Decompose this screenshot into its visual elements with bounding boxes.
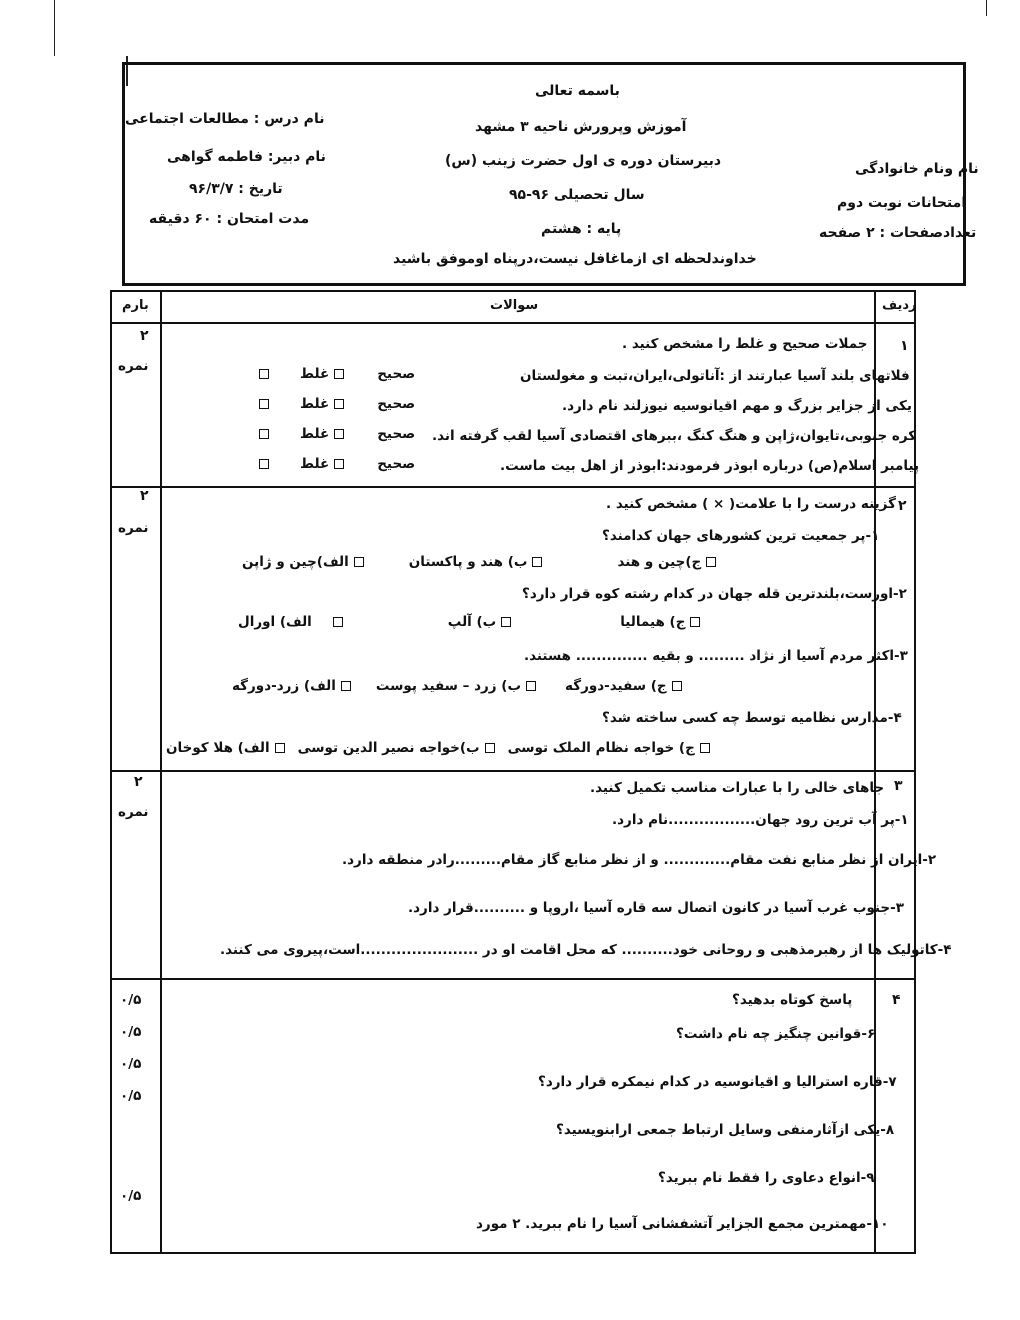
q1-2-true-checkbox[interactable] bbox=[334, 399, 344, 409]
q2-score-unit: نمره bbox=[118, 520, 149, 536]
q1-item-4: پیامبر اسلام(ص) درباره ابوذر فرمودند:ابوذر از اهل بیت ماست. bbox=[500, 458, 920, 474]
q1-divider bbox=[112, 486, 914, 488]
scan-artifact-line-left bbox=[54, 0, 55, 56]
q1-4-false-label: غلط bbox=[300, 456, 330, 472]
q2-2-b-checkbox[interactable] bbox=[501, 617, 511, 627]
q1-score-unit: نمره bbox=[118, 358, 149, 374]
q2-3-a-checkbox[interactable] bbox=[341, 681, 351, 691]
q1-choices-3 bbox=[256, 426, 415, 442]
q2-1-c-label: ج)چین و هند bbox=[617, 554, 702, 570]
q2-3-b-checkbox[interactable] bbox=[526, 681, 536, 691]
header-bismillah: باسمه تعالی bbox=[535, 83, 620, 99]
questions-table bbox=[110, 290, 952, 1254]
header-name-field: نام ونام خانوادگی bbox=[855, 161, 979, 177]
q2-title: گزینه درست را با علامت( × ) مشخص کنید . bbox=[606, 496, 896, 512]
q2-item-1-question: ۱-پر جمعیت ترین کشورهای جهان کدامند؟ bbox=[602, 528, 880, 544]
q2-4-a-checkbox[interactable] bbox=[275, 743, 285, 753]
column-header-questions: سوالات bbox=[490, 298, 539, 313]
q4-item-7: ۷-قاره استرالیا و اقیانوسیه در کدام نیمکره قرار دارد؟ bbox=[538, 1074, 897, 1090]
q1-choices-4 bbox=[256, 456, 415, 472]
q2-3-a-label: الف) زرد-دورگه bbox=[232, 678, 336, 694]
header-year: سال تحصیلی ۹۶-۹۵ bbox=[509, 187, 645, 203]
q2-2-c-checkbox[interactable] bbox=[690, 617, 700, 627]
header-date: تاریخ : ۹۶/۳/۷ bbox=[189, 181, 283, 197]
q1-row-number: ۱ bbox=[900, 338, 909, 354]
q4-score-4: ۰/۵ bbox=[120, 1088, 142, 1104]
q1-1-true-label: صحیح bbox=[377, 366, 416, 382]
q4-score-5: ۰/۵ bbox=[120, 1188, 142, 1204]
q1-4-false-checkbox[interactable] bbox=[259, 459, 269, 469]
scan-artifact-line-right bbox=[986, 0, 987, 16]
q1-item-3: کره جنوبی،تایوان،ژاپن و هنگ کنگ ،ببرهای اقتصادی آسیا لقب گرفته اند. bbox=[432, 428, 917, 444]
column-header-score: بارم bbox=[122, 298, 149, 313]
q4-score-2: ۰/۵ bbox=[120, 1024, 142, 1040]
q2-1-c-checkbox[interactable] bbox=[706, 557, 716, 567]
q2-1-b-checkbox[interactable] bbox=[532, 557, 542, 567]
q2-1-a-label: الف)چین و ژاپن bbox=[242, 554, 349, 570]
q2-item-3-question: ۳-اکثر مردم آسیا از نژاد ......... و بقیه .............. هستند. bbox=[524, 648, 908, 664]
q4-row-number: ۴ bbox=[892, 992, 901, 1008]
q1-2-false-label: غلط bbox=[300, 396, 330, 412]
q1-2-false-checkbox[interactable] bbox=[259, 399, 269, 409]
header-subject: نام درس : مطالعات اجتماعی bbox=[125, 111, 325, 127]
q1-item-1: فلاتهای بلند آسیا عبارتند از :آناتولی،ایران،تبت و مغولستان bbox=[520, 368, 910, 384]
header-grade: پایه : هشتم bbox=[541, 221, 622, 237]
q1-2-true-label: صحیح bbox=[377, 396, 416, 412]
q4-score-1: ۰/۵ bbox=[120, 992, 142, 1008]
q3-item-4: ۴-کاتولیک ها از رهبرمذهبی و روحانی خود.......... که محل اقامت او در .......................است،پیروی می کنند. bbox=[220, 942, 952, 958]
q2-item-3-options bbox=[232, 678, 685, 694]
q2-3-b-label: ب) زرد – سفید پوست bbox=[375, 678, 522, 694]
column-divider-score bbox=[160, 292, 162, 1252]
q1-1-true-checkbox[interactable] bbox=[334, 369, 344, 379]
q3-item-1: ۱-پر آب ترین رود جهان.................نام دارد. bbox=[612, 812, 909, 828]
q2-3-c-label: ج) سفید-دورگه bbox=[565, 678, 667, 694]
q4-item-8: ۸-یکی ازآثارمنفی وسایل ارتباط جمعی ارابنویسید؟ bbox=[556, 1122, 895, 1138]
q2-divider bbox=[112, 770, 914, 772]
q2-item-2-options bbox=[238, 614, 703, 630]
q2-2-c-label: ج) هیمالیا bbox=[620, 614, 686, 630]
header-teacher: نام دبیر: فاطمه گواهی bbox=[167, 149, 326, 165]
q3-item-2: ۲-ایران از نظر منابع نفت مقام............. و از نظر منابع گاز مقام.........رادر منطقه دارد. bbox=[342, 852, 937, 868]
q2-1-b-label: ب) هند و پاکستان bbox=[408, 554, 528, 570]
q1-3-false-checkbox[interactable] bbox=[259, 429, 269, 439]
q4-item-10: ۱۰-مهمترین مجمع الجزایر آتشفشانی آسیا را نام ببرید. ۲ مورد bbox=[476, 1216, 889, 1232]
q1-4-true-checkbox[interactable] bbox=[334, 459, 344, 469]
q4-item-6: ۶-قوانین چنگیز چه نام داشت؟ bbox=[676, 1026, 876, 1042]
q4-item-9: ۹-انواع دعاوی را فقط نام ببرید؟ bbox=[658, 1170, 875, 1186]
q4-title: پاسخ کوتاه بدهید؟ bbox=[732, 992, 853, 1008]
q2-item-4-options bbox=[166, 740, 713, 756]
q1-1-false-label: غلط bbox=[300, 366, 330, 382]
q2-2-b-label: ب) آلپ bbox=[447, 614, 497, 630]
q2-item-1-options bbox=[242, 554, 719, 570]
header-org: آموزش وپرورش ناحیه ۳ مشهد bbox=[475, 119, 687, 135]
q3-score-unit: نمره bbox=[118, 804, 149, 820]
q1-choices-1 bbox=[256, 366, 415, 382]
q1-3-false-label: غلط bbox=[300, 426, 330, 442]
column-header-row: ردیف bbox=[882, 298, 917, 313]
exam-header bbox=[122, 62, 979, 286]
q2-4-c-checkbox[interactable] bbox=[700, 743, 710, 753]
q1-4-true-label: صحیح bbox=[377, 456, 416, 472]
q3-row-number: ۳ bbox=[894, 778, 903, 794]
header-duration: مدت امتحان : ۶۰ دقیقه bbox=[149, 211, 310, 227]
header-motto: خداوندلحظه ای ازماغافل نیست،درپناه اوموفق باشید bbox=[393, 251, 757, 267]
header-row-divider bbox=[112, 322, 914, 324]
q2-4-a-label: الف) هلا کوخان bbox=[166, 740, 270, 756]
q2-4-c-label: ج) خواجه نظام الملک توسی bbox=[507, 740, 695, 756]
q2-3-c-checkbox[interactable] bbox=[672, 681, 682, 691]
header-exam-type: امتحانات نوبت دوم bbox=[837, 195, 967, 211]
q2-1-a-checkbox[interactable] bbox=[354, 557, 364, 567]
q2-4-b-label: ب)خواجه نصیر الدین توسی bbox=[297, 740, 480, 756]
q2-item-2-question: ۲-اورست،بلندترین قله جهان در کدام رشته کوه قرار دارد؟ bbox=[522, 586, 907, 602]
q1-3-true-label: صحیح bbox=[377, 426, 416, 442]
q1-score: ۲ bbox=[140, 328, 149, 344]
header-pages: تعدادصفحات : ۲ صفحه bbox=[819, 225, 977, 241]
q4-score-3: ۰/۵ bbox=[120, 1056, 142, 1072]
q1-3-true-checkbox[interactable] bbox=[334, 429, 344, 439]
header-school: دبیرستان دوره ی اول حضرت زینب (س) bbox=[445, 153, 722, 169]
q2-row-number: ۲ bbox=[898, 498, 907, 514]
q2-item-4-question: ۴-مدارس نظامیه توسط چه کسی ساخته شد؟ bbox=[602, 710, 902, 726]
q3-item-3: ۳-جنوب غرب آسیا در کانون اتصال سه قاره آسیا ،اروپا و ..........قرار دارد. bbox=[408, 900, 904, 916]
q2-2-a-checkbox[interactable] bbox=[333, 617, 343, 627]
q1-1-false-checkbox[interactable] bbox=[259, 369, 269, 379]
q2-2-a-label: الف) اورال bbox=[238, 614, 312, 630]
q3-score: ۲ bbox=[134, 774, 143, 790]
q1-title: جملات صحیح و غلط را مشخص کنید . bbox=[622, 336, 868, 352]
q2-4-b-checkbox[interactable] bbox=[485, 743, 495, 753]
q3-divider bbox=[112, 978, 914, 980]
q2-score: ۲ bbox=[140, 488, 149, 504]
q3-title: جاهای خالی را با عبارات مناسب تکمیل کنید. bbox=[590, 780, 885, 796]
q1-item-2: یکی از جزایر بزرگ و مهم اقیانوسیه نیوزلند نام دارد. bbox=[562, 398, 912, 414]
q1-choices-2 bbox=[256, 396, 415, 412]
